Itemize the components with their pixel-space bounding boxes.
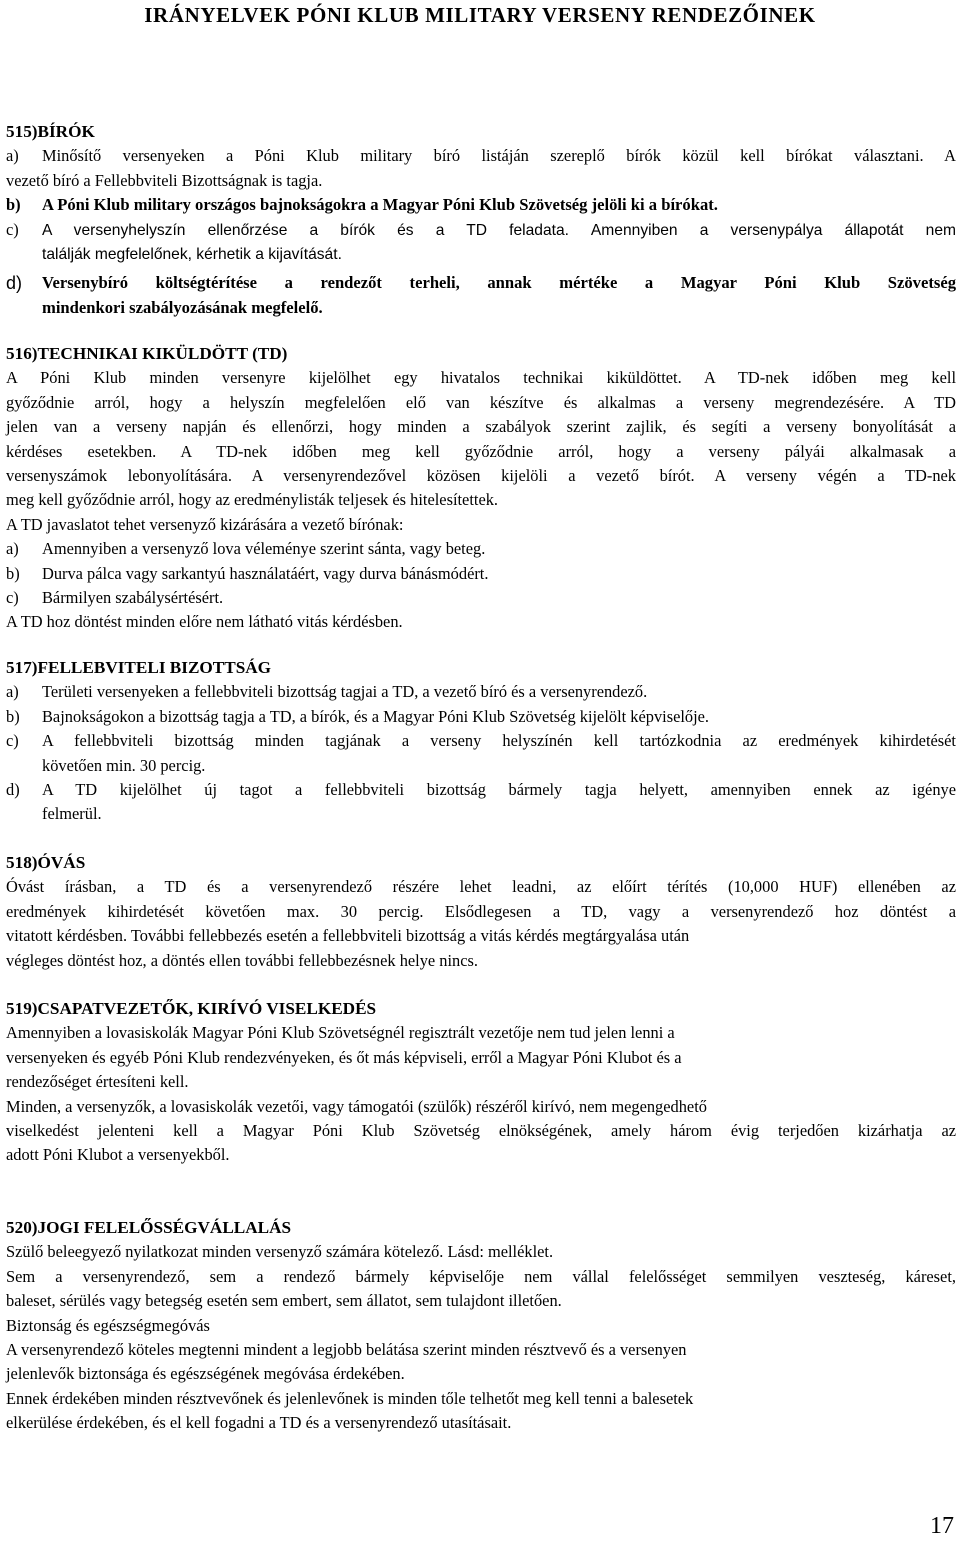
item-text: Amennyiben a versenyző lova véleménye szerint sánta, vagy beteg. [42, 539, 486, 559]
section-518-ovas [6, 851, 956, 973]
item-text: Bajnokságokon a bizottság tagja a TD, a bírók, és a Magyar Póni Klub Szövetség kijelölt képviselője. [42, 706, 710, 726]
section-heading: 520)JOGI FELELŐSSÉGVÁLLALÁS [6, 1218, 292, 1237]
paragraph-line: A TD hoz döntést minden előre nem látható vitás kérdésben. [6, 612, 403, 632]
item-label: b) [6, 563, 20, 583]
paragraph-line: Ennek érdekében minden résztvevőnek és jelenlevőnek is minden tőle telhetőt meg kell tenni a balesetek [6, 1388, 694, 1408]
paragraph-line: Szülő beleegyező nyilatkozat minden versenyző számára kötelező. Lásd: melléklet. [6, 1242, 554, 1262]
section-515-birok [6, 120, 956, 320]
list-item [6, 144, 956, 168]
paragraph-line: Sem a versenyrendező, sem a rendező bármely képviselője nem vállal felelősséget semmilyen veszteség, káreset, [6, 1266, 956, 1286]
paragraph-line: baleset, sérülés vagy betegség esetén sem embert, sem állatot, sem tulajdont illetően. [6, 1291, 562, 1311]
item-label: b) [6, 195, 21, 215]
list-item [6, 562, 956, 586]
item-label: c) [6, 588, 19, 608]
section-heading: 515)BÍRÓK [6, 122, 95, 141]
section-heading: 517)FELLEBVITELI BIZOTTSÁG [6, 658, 272, 677]
paragraph-line: A Póni Klub minden versenyre kijelölhet egy hivatalos technikai kiküldöttet. A TD-nek időben meg kell [6, 368, 956, 388]
list-item [6, 537, 956, 561]
paragraph-line: Minden, a versenyzők, a lovasiskolák vezetői, vagy támogatói (szülők) részéről kirívó, nem megengedhető [6, 1096, 707, 1116]
section-heading: 516)TECHNIKAI KIKÜLDÖTT (TD) [6, 344, 288, 363]
paragraph-line: meg kell győződnie arról, hogy az eredménylisták teljesek és hitelesítettek. [6, 490, 499, 510]
item-text-continued: vezető bíró a Fellebbviteli Bizottságnak is tagja. [6, 170, 323, 190]
section-516-technikai-kikuldott [6, 342, 956, 635]
list-item [6, 586, 956, 610]
item-text: A versenyhelyszín ellenőrzése a bírók és a TD feladata. [42, 221, 569, 239]
paragraph-line: versenyszámok lebonyolítására. A versenyrendezővel közösen kijelöli a vezető bírót. A verseny végén a TD-nek [6, 466, 956, 486]
subheading: Biztonság és egészségmegóvás [6, 1315, 210, 1335]
paragraph-line: végleges döntést hoz, a döntés ellen további fellebbezésnek helye nincs. [6, 950, 478, 970]
item-text-continued: követően min. 30 percig. [42, 755, 206, 775]
item-text: A Póni Klub military országos bajnokságokra a Magyar Póni Klub Szövetség jelöli ki a bírókat. [42, 195, 718, 215]
item-text: Versenybíró költségtérítése a rendezőt terheli, annak mértéke a Magyar Póni Klub Szövetség [42, 273, 956, 293]
section-519-csapatvezetok [6, 997, 956, 1168]
paragraph-line: Óvást írásban, a TD és a versenyrendező részére lehet leadni, az előírt térítés (10,000 HUF) ellenében az [6, 877, 956, 897]
section-517-fellebviteli-bizottsag [6, 656, 956, 827]
list-item [6, 705, 956, 729]
list-item [6, 778, 956, 802]
paragraph-line: jelen van a verseny napján és ellenőrzi, hogy minden a szabályok szerint zajlik, és segíti a verseny bonyolítását a [6, 417, 956, 437]
list-item [6, 271, 956, 295]
item-text: Amennyiben a versenypálya állapotát nem [590, 221, 956, 239]
item-text: Minősítő versenyeken a Póni Klub military bíró listáján szereplő bírók közül kell bírókat választani. A [42, 146, 956, 166]
list-item [6, 729, 956, 753]
list-item [6, 193, 956, 217]
list-item [6, 680, 956, 704]
item-label: c) [6, 731, 19, 751]
item-label: a) [6, 682, 19, 702]
item-label: b) [6, 706, 20, 726]
item-text: A fellebbviteli bizottság minden tagjának a verseny helyszínén kell tartózkodnia az eredmények kihirdetését [42, 731, 956, 751]
item-label: d) [6, 780, 20, 800]
paragraph-line: adott Póni Klubot a versenyekből. [6, 1145, 230, 1165]
item-label: a) [6, 539, 19, 559]
item-text: A TD kijelölhet új tagot a fellebbviteli bizottság bármely tagja helyett, amennyiben ennek az igénye [42, 780, 956, 800]
section-heading: 518)ÓVÁS [6, 853, 86, 872]
item-text: Területi versenyeken a fellebbviteli bizottság tagjai a TD, a vezető bíró és a versenyrendező. [42, 682, 648, 702]
item-text: Bármilyen szabálysértésért. [42, 588, 224, 608]
page-title: IRÁNYELVEK PÓNI KLUB MILITARY VERSENY RENDEZŐINEK [144, 3, 816, 27]
list-item [6, 218, 956, 243]
paragraph-line: vitatott kérdésben. További fellebbezés esetén a fellebbviteli bizottság a vitás kérdés megtárgyalása után [6, 926, 690, 946]
item-text: Durva pálca vagy sarkantyú használatáért, vagy durva bánásmódért. [42, 563, 489, 583]
section-520-jogi-felelossegvallalas [6, 1216, 956, 1436]
paragraph-line: eredmények kihirdetését követően max. 30 percig. Elsődlegesen a TD, vagy a versenyrendező hoz döntést a [6, 901, 956, 921]
paragraph-line: jelenlevők biztonsága és egészségének megóvása érdekében. [6, 1364, 405, 1384]
page-number: 17 [930, 1513, 954, 1539]
item-text-continued: mindenkori szabályozásának megfelelő. [42, 297, 323, 317]
section-heading: 519)CSAPATVEZETŐK, KIRÍVÓ VISELKEDÉS [6, 999, 377, 1018]
paragraph-line: Amennyiben a lovasiskolák Magyar Póni Klub Szövetségnél regisztrált vezetője nem tud jelen lenni a [6, 1023, 675, 1043]
item-text-continued: felmerül. [42, 804, 102, 824]
item-label: c) [6, 219, 19, 239]
paragraph-line: viselkedést jelenteni kell a Magyar Póni Klub Szövetség elnökségének, amely három évig terjedően kizárhatja az [6, 1121, 956, 1141]
paragraph-line: kérdéses esetekben. A TD-nek időben meg kell győződnie arról, hogy a verseny pályái alkalmasak a [6, 441, 956, 461]
paragraph-line: A versenyrendező köteles megtenni mindent a legjobb belátása szerint minden résztvevő és a versenyen [6, 1340, 687, 1360]
paragraph-line: versenyeken és egyéb Póni Klub rendezvényeken, és őt más képviseli, erről a Magyar Póni Klubot és a [6, 1047, 682, 1067]
item-label: d) [6, 273, 23, 294]
item-text-continued: találják megfelelőnek, kérhetik a kijavítását. [42, 246, 342, 264]
paragraph-line: rendezőséget értesíteni kell. [6, 1072, 189, 1092]
paragraph-line: elkerülése érdekében, és el kell fogadni a TD és a versenyrendező utasításait. [6, 1413, 512, 1433]
paragraph-line: győződnie arról, hogy a helyszín megfelelően elő van készítve és alkalmas a verseny megrendezésére. A TD [6, 392, 956, 412]
item-label: a) [6, 146, 19, 166]
paragraph-line: A TD javaslatot tehet versenyző kizárására a vezető bírónak: [6, 514, 404, 534]
